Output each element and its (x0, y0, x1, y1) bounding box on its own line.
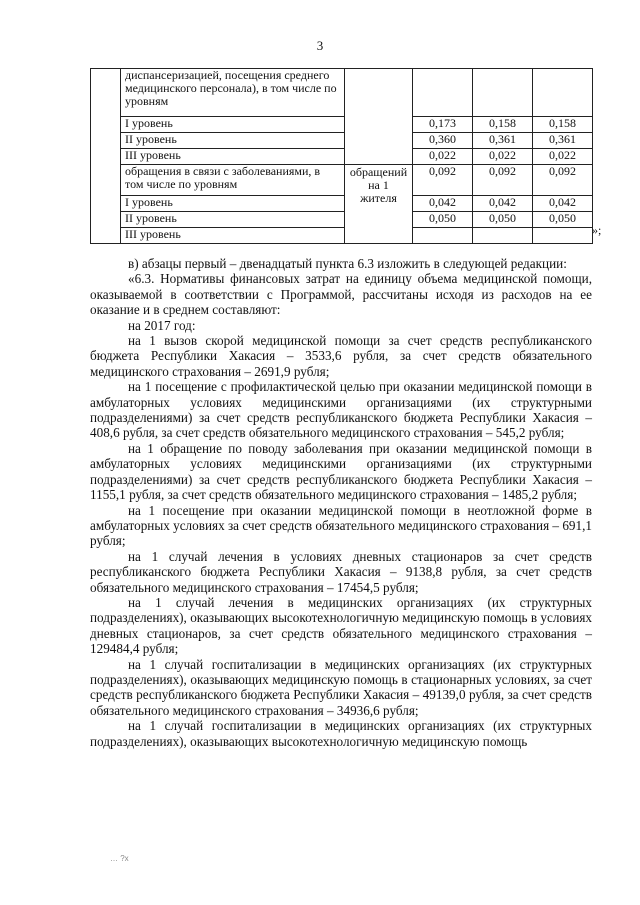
value-cell (413, 69, 473, 117)
paragraph: на 1 случай госпитализации в медицинских организациях (их структурных подразделениях), оказывающих высокотехнологичную медицинскую помощь (90, 718, 592, 749)
value-cell: 0,092 (413, 165, 473, 196)
row-label: III уровень (121, 228, 345, 244)
paragraph: на 1 посещение при оказании медицинской помощи в неотложной форме в амбулаторных условиях за счет средств обязательного медицинского страхования – 691,1 рубля; (90, 502, 592, 549)
value-cell: 0,173 (413, 117, 473, 133)
quote-close-mark: »; (592, 223, 602, 237)
value-cell: 0,042 (473, 196, 533, 212)
paragraph: в) абзацы первый – двенадцатый пункта 6.3 изложить в следующей редакции: (128, 256, 567, 271)
paragraph: «6.3. Нормативы финансовых затрат на единицу объема медицинской помощи, оказываемой в соответствии с Программой, рассчитаны исходя из расходов на ее оказание и в среднем составляют: (90, 271, 592, 318)
value-cell (473, 228, 533, 244)
unit-cell-empty (345, 69, 413, 165)
value-cell: 0,022 (413, 149, 473, 165)
value-cell: 0,158 (473, 117, 533, 133)
value-cell: 0,092 (533, 165, 593, 196)
table-number-cell (91, 69, 121, 244)
table-row (91, 165, 593, 196)
value-cell: 0,042 (413, 196, 473, 212)
page-number: 3 (316, 38, 324, 53)
row-label: I уровень (121, 196, 345, 212)
row-label: II уровень (121, 212, 345, 228)
table-row (91, 196, 593, 212)
volume-table (90, 68, 593, 244)
table-row (91, 69, 593, 117)
table-row (91, 133, 593, 149)
value-cell (413, 228, 473, 244)
value-cell: 0,022 (473, 149, 533, 165)
value-cell: 0,050 (413, 212, 473, 228)
paragraph: на 1 случай госпитализации в медицинских организациях (их структурных подразделениях), оказывающих медицинскую помощь в стационарных условиях, за счет средств республиканского бюджета Республики Хакасия – 49139,0 рубля, за счет средств обязательного медицинского страхования – 34936,6 рубля; (90, 656, 592, 718)
unit-cell: обращений на 1 жителя (345, 165, 413, 244)
row-label: диспансеризацией, посещения среднего медицинского персонала), в том числе по уровням (121, 69, 345, 117)
value-cell: 0,042 (533, 196, 593, 212)
value-cell: 0,050 (533, 212, 593, 228)
value-cell (533, 69, 593, 117)
paragraph: на 1 вызов скорой медицинской помощи за счет средств республиканского бюджета Республики Хакасия – 3533,6 рубля, за счет средств обязательного медицинского страхования – 2691,9 рубля; (90, 333, 592, 379)
table-row (91, 212, 593, 228)
value-cell: 0,158 (533, 117, 593, 133)
paragraph: на 2017 год: (128, 317, 196, 333)
document-body (90, 256, 592, 749)
value-cell: 0,360 (413, 133, 473, 149)
table-row (91, 149, 593, 165)
value-cell: 0,361 (533, 133, 593, 149)
value-cell (533, 228, 593, 244)
paragraph: на 1 случай лечения в условиях дневных стационаров за счет средств республиканского бюджета Республики Хакасия – 9138,8 рубля, за счет средств обязательного медицинского страхования – 17454,5 рубля; (90, 548, 592, 595)
footer-mark: … ?х (110, 854, 129, 863)
table-row (91, 228, 593, 244)
value-cell: 0,022 (533, 149, 593, 165)
table-row (91, 117, 593, 133)
paragraph: на 1 обращение по поводу заболевания при оказании медицинской помощи в амбулаторных условиях медицинскими организациями (их структурными подразделениями) за счет средств республиканского бюджета Республики Хакасия – 1155,1 рубля, за счет средств обязательного медицинского страхования – 1485,2 рубля; (90, 440, 592, 503)
value-cell: 0,092 (473, 165, 533, 196)
paragraph: на 1 случай лечения в медицинских организациях (их структурных подразделениях), оказывающих высокотехнологичную медицинскую помощь в условиях дневных стационаров, за счет средств обязательного медицинского страхования – 129484,4 рубля; (90, 594, 592, 657)
row-label: II уровень (121, 133, 345, 149)
value-cell: 0,050 (473, 212, 533, 228)
row-label: обращения в связи с заболеваниями, в том числе по уровням (121, 165, 345, 196)
row-label: I уровень (121, 117, 345, 133)
value-cell: 0,361 (473, 133, 533, 149)
row-label: III уровень (121, 149, 345, 165)
value-cell (473, 69, 533, 117)
paragraph: на 1 посещение с профилактической целью при оказании медицинской помощи в амбулаторных условиях медицинскими организациями (их структурными подразделениями) за счет средств республиканского бюджета Республики Хакасия – 408,6 рубля, за счет средств обязательного медицинского страхования – 545,2 рубля; (90, 379, 592, 441)
